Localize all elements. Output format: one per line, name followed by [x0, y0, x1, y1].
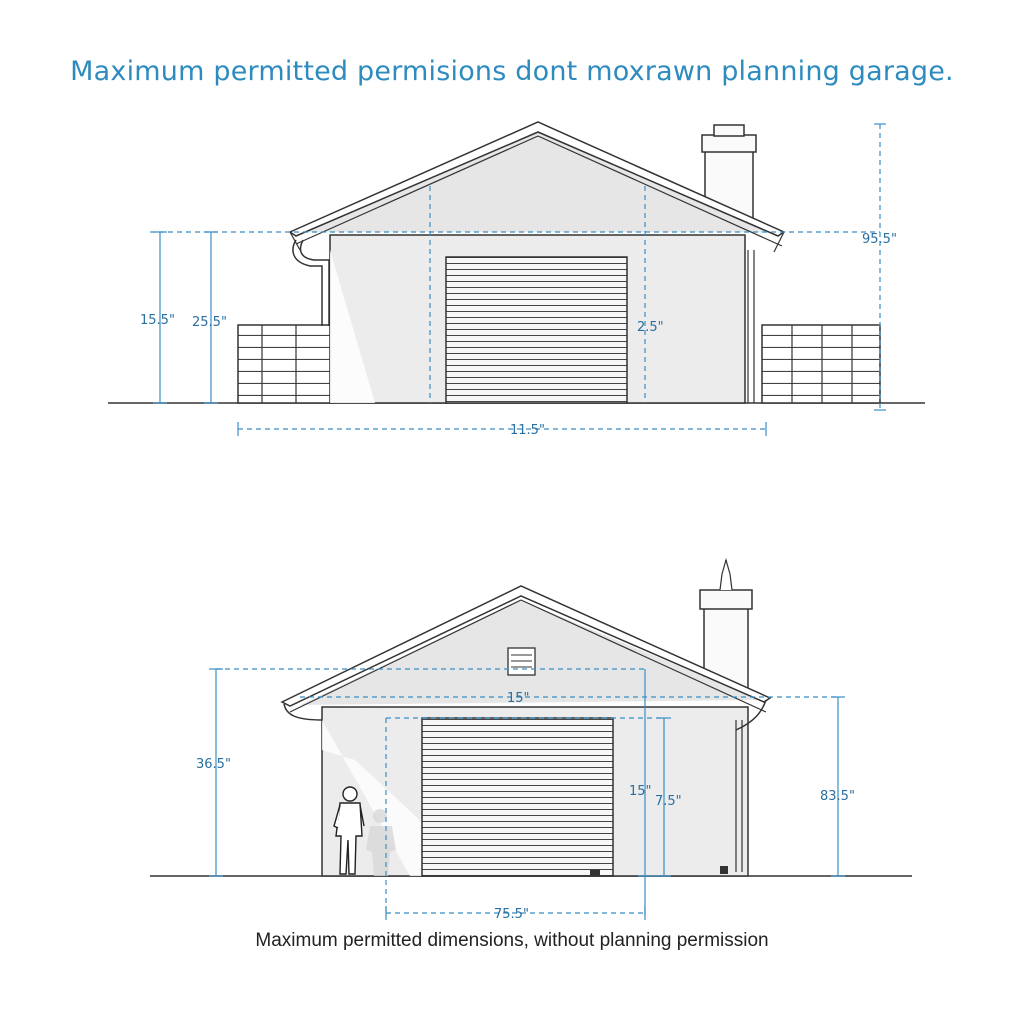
- right-fence: [762, 325, 880, 403]
- top-elevation: [108, 122, 925, 438]
- bottom-elevation: [150, 560, 912, 922]
- dim-door-height-b: 7.5": [655, 794, 682, 809]
- dim-left-height: 36.5": [196, 757, 231, 772]
- left-fence: [238, 325, 331, 403]
- dim-left-inner: 25.5": [192, 315, 227, 330]
- roof-vent: [508, 648, 535, 675]
- dim-door-width: 75.5": [494, 907, 529, 922]
- roller-door: [446, 257, 627, 403]
- dim-door-height: 2.5": [637, 320, 664, 335]
- dim-width: 11.5": [510, 423, 545, 438]
- diagram-title: Maximum permitted permisions dont moxrawn planning garage.: [70, 56, 954, 87]
- dim-door-height-a: 15": [629, 784, 652, 799]
- dim-eave-width: 15": [507, 691, 530, 706]
- dim-right-height: 83.5": [820, 789, 855, 804]
- diagram-caption: Maximum permitted dimensions, without planning permission: [255, 930, 769, 951]
- dim-left-outer: 15.5": [140, 313, 175, 328]
- roller-door-bottom: [422, 718, 613, 876]
- drain: [720, 866, 728, 874]
- dim-right-total: 95.5": [862, 232, 897, 247]
